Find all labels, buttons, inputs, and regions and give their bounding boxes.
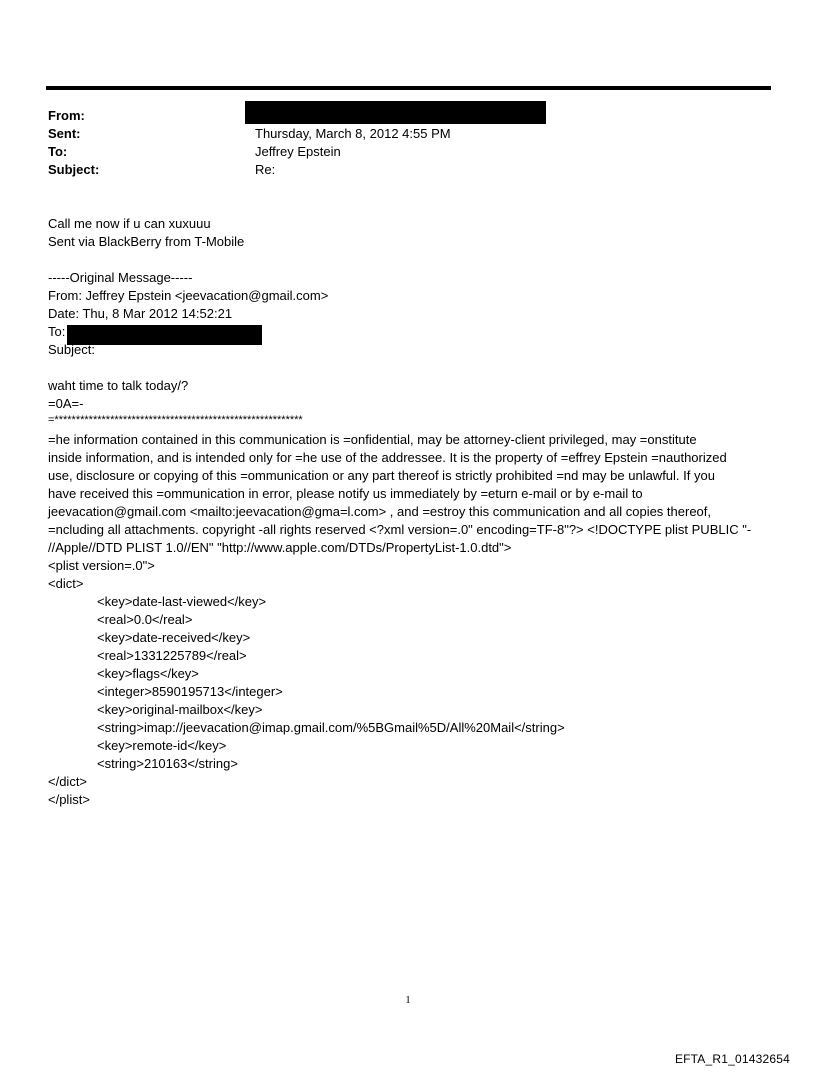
reply-line-1: Call me now if u can xuxuuu bbox=[48, 216, 211, 231]
original-to-label: To: bbox=[48, 324, 66, 339]
plist-open: <plist version=.0"> bbox=[48, 558, 155, 573]
plist-entry: <string>210163</string> bbox=[97, 756, 238, 771]
redacted-from-value bbox=[245, 101, 546, 124]
subject-label: Subject: bbox=[48, 162, 100, 177]
plist-entry: <key>flags</key> bbox=[97, 666, 199, 681]
disclaimer-line: inside information, and is intended only for =he use of the addressee. It is the property of =effrey Epstein =nauthorized bbox=[48, 450, 727, 465]
original-message-text: waht time to talk today/? bbox=[48, 378, 189, 393]
page-number: 1 bbox=[405, 994, 411, 1006]
plist-entry: <key>remote-id</key> bbox=[97, 738, 227, 753]
plist-entry: <integer>8590195713</integer> bbox=[97, 684, 283, 699]
encoded-line-2: =********************************************************** bbox=[48, 414, 303, 426]
dict-open: <dict> bbox=[48, 576, 84, 591]
original-from: From: Jeffrey Epstein <jeevacation@gmail.com> bbox=[48, 288, 329, 303]
disclaimer-line: use, disclosure or copying of this =ommunication or any part thereof is strictly prohibited =nd may be unlawful. If you bbox=[48, 468, 715, 483]
subject-value: Re: bbox=[255, 162, 276, 177]
disclaimer-line: =he information contained in this communication is =onfidential, may be attorney-client privileged, may =onstitute bbox=[48, 432, 697, 447]
plist-entry: <real>0.0</real> bbox=[97, 612, 193, 627]
disclaimer-line: =ncluding all attachments. copyright -all rights reserved <?xml version=.0" encoding=TF-8"?> <!DOCTYPE plist PUBLIC "- bbox=[48, 522, 752, 537]
plist-entry: <string>imap://jeevacation@imap.gmail.com/%5BGmail%5D/All%20Mail</string> bbox=[97, 720, 565, 735]
plist-entry: <real>1331225789</real> bbox=[97, 648, 247, 663]
plist-entry: <key>original-mailbox</key> bbox=[97, 702, 263, 717]
document-id: EFTA_R1_01432654 bbox=[674, 1052, 790, 1066]
plist-entry: <key>date-last-viewed</key> bbox=[97, 594, 267, 609]
dict-close: </dict> bbox=[48, 774, 88, 789]
redacted-original-to bbox=[67, 325, 262, 345]
top-rule bbox=[46, 86, 771, 90]
original-date: Date: Thu, 8 Mar 2012 14:52:21 bbox=[48, 306, 233, 321]
plist-entry: <key>date-received</key> bbox=[97, 630, 251, 645]
disclaimer-line: have received this =ommunication in error, please notify us immediately by =eturn e-mail or by e-mail to bbox=[48, 486, 643, 501]
plist-close: </plist> bbox=[48, 792, 90, 807]
reply-line-2: Sent via BlackBerry from T-Mobile bbox=[48, 234, 245, 249]
sent-value: Thursday, March 8, 2012 4:55 PM bbox=[255, 126, 451, 141]
encoded-line-1: =0A=- bbox=[48, 396, 84, 411]
from-label: From: bbox=[48, 108, 85, 123]
to-value: Jeffrey Epstein bbox=[255, 144, 341, 159]
sent-label: Sent: bbox=[48, 126, 81, 141]
to-label: To: bbox=[48, 144, 68, 159]
disclaimer-line: jeevacation@gmail.com <mailto:jeevacation@gma=l.com> , and =estroy this communication and all copies thereof, bbox=[48, 504, 712, 519]
original-divider: -----Original Message----- bbox=[48, 270, 193, 285]
disclaimer-line: //Apple//DTD PLIST 1.0//EN" "http://www.apple.com/DTDs/PropertyList-1.0.dtd"> bbox=[48, 540, 512, 555]
original-subject-label: Subject: bbox=[48, 342, 95, 357]
